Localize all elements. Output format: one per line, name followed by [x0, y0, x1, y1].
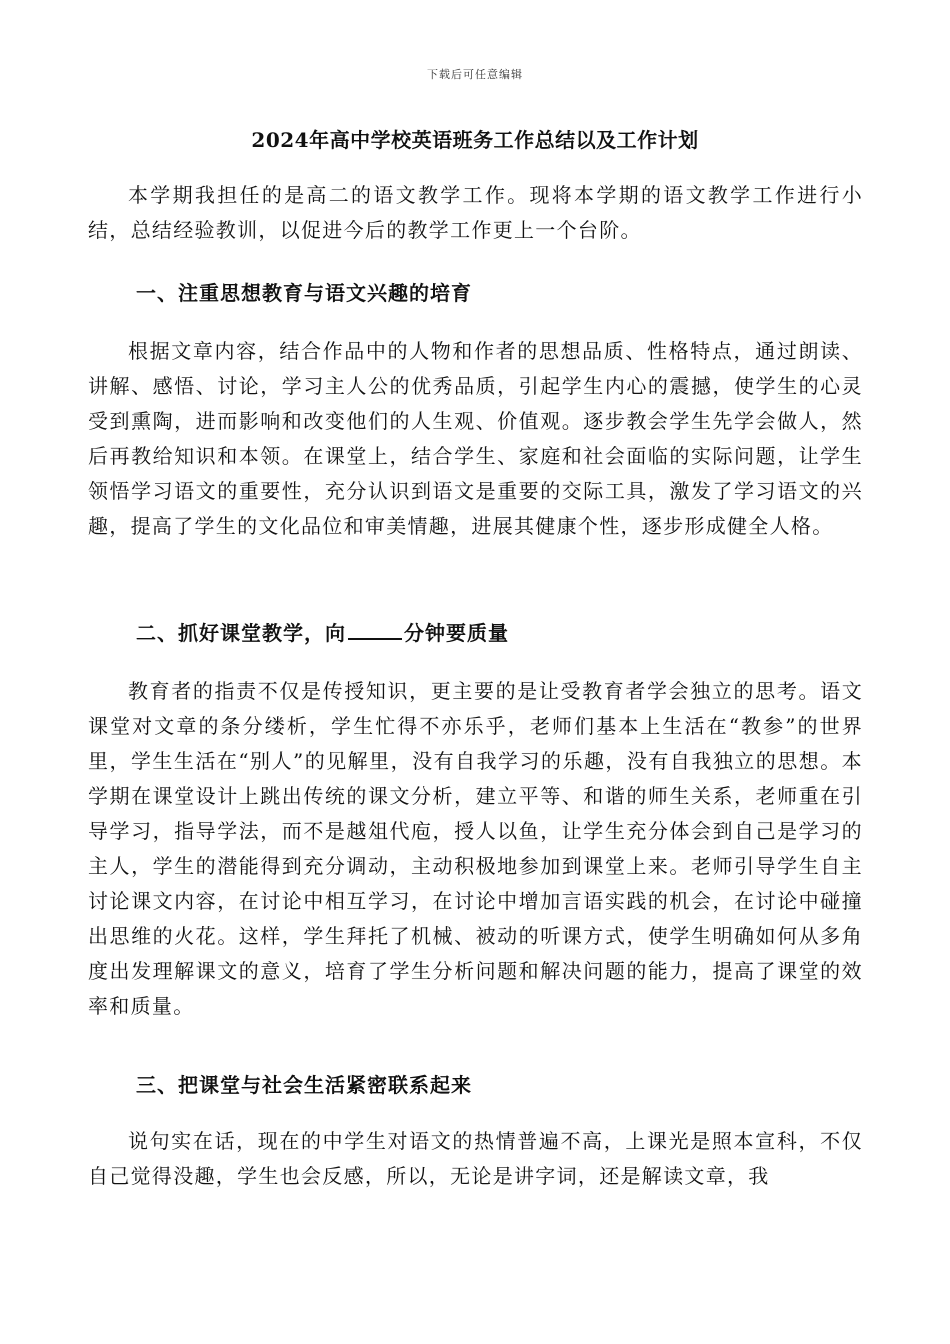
section-3-heading: 三、把课堂与社会生活紧密联系起来 [136, 1073, 472, 1097]
section-1-body-block [88, 334, 863, 544]
header-note: 下载后可任意编辑 [427, 68, 523, 81]
document-title: 2024年高中学校英语班务工作总结以及工作计划 [251, 128, 699, 152]
section-3-paragraph: 说句实在话，现在的中学生对语文的热情普遍不高，上课光是照本宣科，不仅自己觉得没趣，学生也会反感，所以，无论是讲字词，还是解读文章，我 [88, 1129, 863, 1188]
section-2-paragraph: 教育者的指责不仅是传授知识，更主要的是让受教育者学会独立的思考。语文课堂对文章的条分缕析，学生忙得不亦乐乎，老师们基本上生活在“教参”的世界里，学生生活在“别人”的见解里，没有自我学习的乐趣，没有自我独立的思想。本学期在课堂设计上跳出传统的课文分析，建立平等、和谐的师生关系，老师重在引导学习，指导学法，而不是越俎代庖，授人以鱼，让学生充分体会到自己是学习的主人，学生的潜能得到充分调动，主动积极地参加到课堂上来。老师引导学生自主讨论课文内容，在讨论中相互学习，在讨论中增加言语实践的机会，在讨论中碰撞出思维的火花。这样，学生拜托了机械、被动的听课方式，使学生明确如何从多角度出发理解课文的意义，培育了学生分析问题和解决问题的能力，提高了课堂的效率和质量。 [88, 679, 863, 1018]
section-1-heading: 一、注重思想教育与语文兴趣的培育 [136, 281, 472, 305]
section-1-paragraph: 根据文章内容，结合作品中的人物和作者的思想品质、性格特点，通过朗读、讲解、感悟、讨论，学习主人公的优秀品质，引起学生内心的震撼，使学生的心灵受到熏陶，进而影响和改变他们的人生观、价值观。逐步教会学生先学会做人，然后再教给知识和本领。在课堂上，结合学生、家庭和社会面临的实际问题，让学生领悟学习语文的重要性，充分认识到语文是重要的交际工具，激发了学习语文的兴趣，提高了学生的文化品位和审美情趣，进展其健康个性，逐步形成健全人格。 [88, 339, 863, 538]
intro-paragraph-block [88, 178, 863, 248]
section-2-body-block [88, 674, 863, 1024]
section-2-heading [136, 618, 509, 648]
section-2-heading-text-start: 二、抓好课堂教学，向 [136, 621, 346, 645]
intro-paragraph: 本学期我担任的是高二的语文教学工作。现将本学期的语文教学工作进行小结，总结经验教训，以促进今后的教学工作更上一个台阶。 [88, 183, 863, 242]
section-3-body-block [88, 1124, 863, 1194]
section-2-heading-text-end: 分钟要质量 [404, 621, 509, 645]
fill-in-blank [348, 620, 402, 640]
